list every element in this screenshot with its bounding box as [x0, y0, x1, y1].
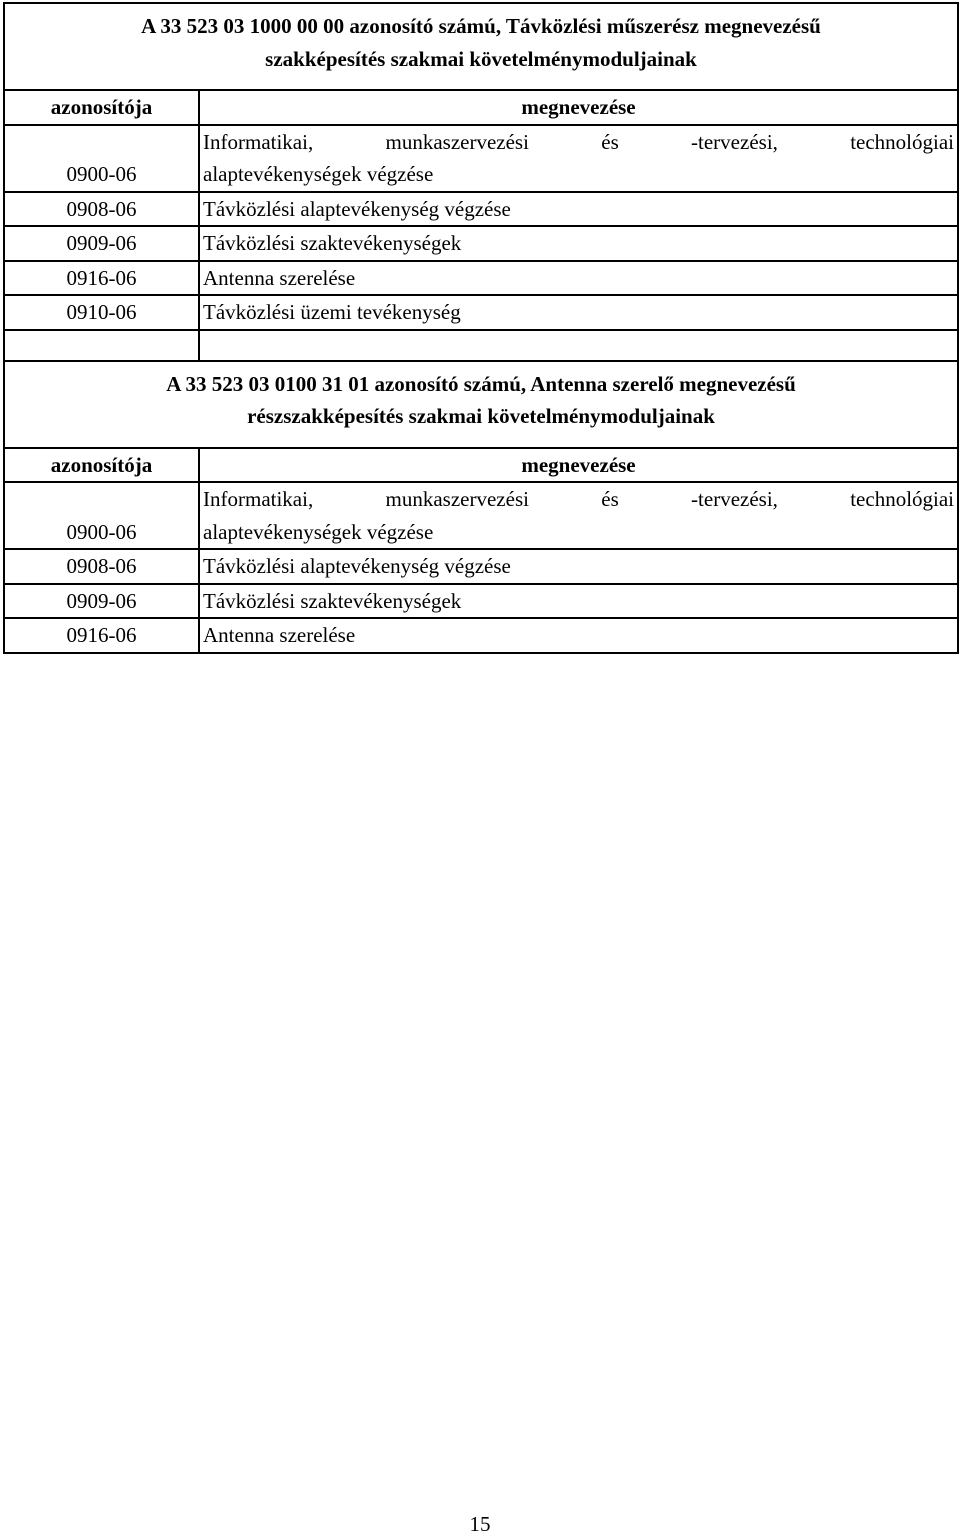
module-id: 0908-06: [4, 192, 199, 227]
module-name-line-1: Informatikai, munkaszervezési és -tervezési, technológiai: [203, 487, 955, 511]
table-title-row: [4, 3, 958, 90]
module-name: Antenna szerelése: [199, 261, 958, 296]
module-table-partial-qualification: [3, 360, 959, 654]
empty-row: [4, 330, 958, 361]
module-name: Távközlési üzemi tevékenység: [199, 295, 958, 330]
title-line-2: részszakképesítés szakmai követelménymoduljainak: [247, 404, 715, 428]
table-header-row: [4, 90, 958, 125]
title-line-1: A 33 523 03 0100 31 01 azonosító számú, Antenna szerelő megnevezésű: [166, 371, 796, 396]
title-line-2: szakképesítés szakmai követelménymoduljainak: [265, 46, 697, 71]
module-id: 0908-06: [4, 549, 199, 584]
module-id: 0909-06: [4, 584, 199, 619]
module-id: 0910-06: [4, 295, 199, 330]
module-name: Távközlési alaptevékenység végzése: [199, 192, 958, 227]
table-title-row: [4, 361, 958, 448]
module-id: 0900-06: [4, 125, 199, 192]
column-header-id: azonosítója: [4, 90, 199, 125]
table-row: [4, 125, 958, 192]
title-line-1: A 33 523 03 1000 00 00 azonosító számú, Távközlési műszerész megnevezésű: [141, 14, 821, 38]
module-name: Távközlési alaptevékenység végzése: [199, 549, 958, 584]
table-row: [4, 482, 958, 549]
table-row: [4, 192, 958, 227]
module-id: 0916-06: [4, 618, 199, 653]
module-name: Távközlési szaktevékenységek: [199, 584, 958, 619]
module-name: Antenna szerelése: [199, 618, 958, 653]
module-name: [199, 482, 958, 549]
module-name: [199, 125, 958, 192]
table-row: [4, 261, 958, 296]
table-row: [4, 549, 958, 584]
table-title: [4, 3, 958, 90]
page-number: 15: [469, 1512, 491, 1536]
module-name: Távközlési szaktevékenységek: [199, 226, 958, 261]
empty-cell: [4, 330, 199, 361]
module-name-line-1: Informatikai, munkaszervezési és -tervezési, technológiai: [203, 129, 954, 154]
document-page: [3, 2, 957, 654]
column-header-name: megnevezése: [199, 448, 958, 483]
module-name-line-2: alaptevékenységek végzése: [203, 162, 434, 186]
empty-cell: [199, 330, 958, 361]
module-id: 0916-06: [4, 261, 199, 296]
column-header-id: azonosítója: [4, 448, 199, 483]
table-row: [4, 226, 958, 261]
module-id: 0909-06: [4, 226, 199, 261]
table-row: [4, 618, 958, 653]
table-row: [4, 295, 958, 330]
table-header-row: [4, 448, 958, 483]
table-row: [4, 584, 958, 619]
column-header-name: megnevezése: [199, 90, 958, 125]
module-table-full-qualification: [3, 2, 959, 362]
table-title: [4, 361, 958, 448]
module-id: 0900-06: [4, 482, 199, 549]
module-name-line-2: alaptevékenységek végzése: [203, 519, 434, 544]
